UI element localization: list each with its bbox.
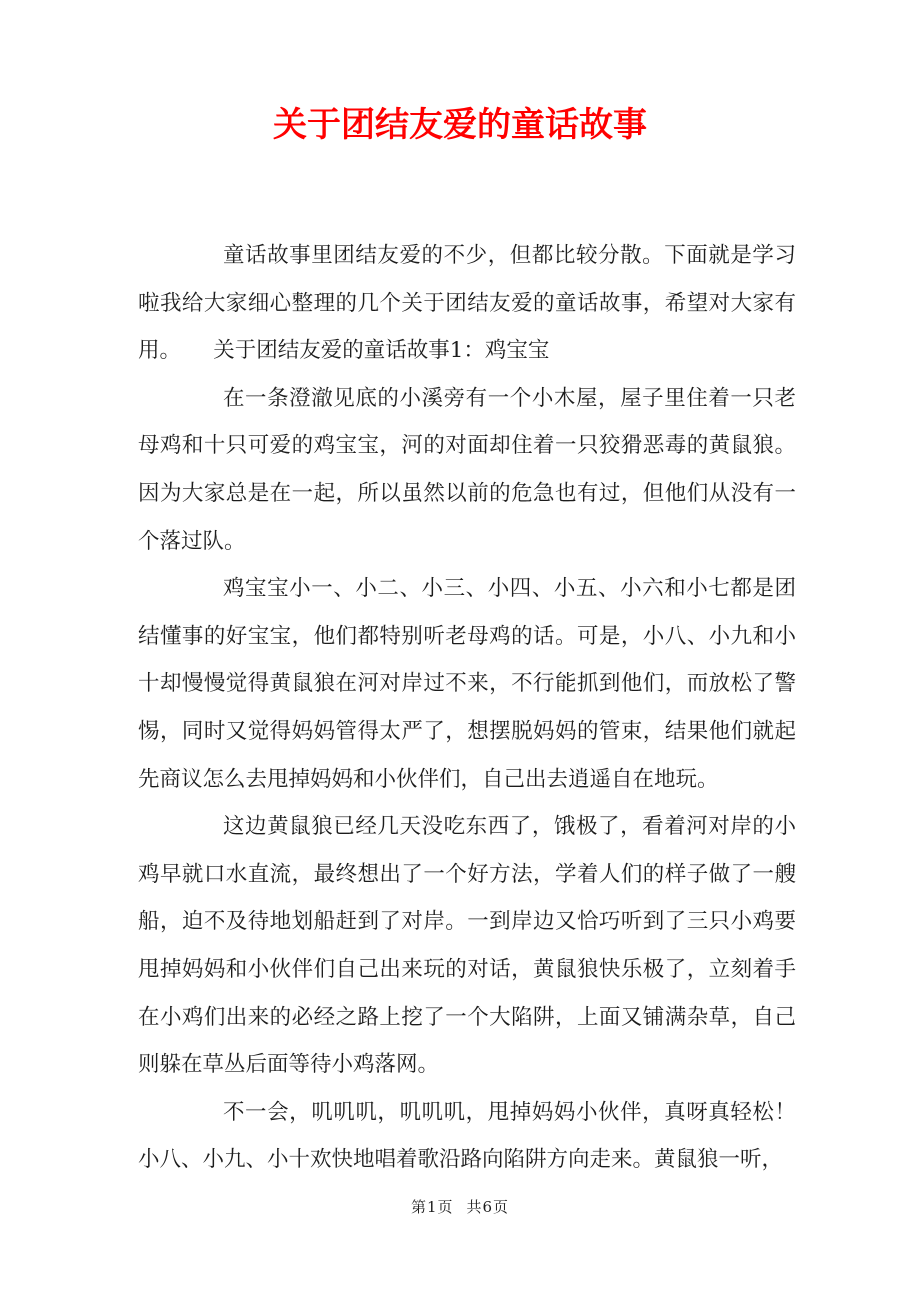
- page-footer: [0, 1196, 920, 1217]
- paragraph-chicks-singing: 不一会，叽叽叽，叽叽叽，甩掉妈妈小伙伴，真呀真轻松！小八、小九、小十欢快地唱着歌沿路向陷阱方向走来。黄鼠狼一听，: [138, 1099, 796, 1173]
- footer-current-page: 第1页: [410, 1198, 454, 1216]
- footer-total-pages: 共6页: [466, 1198, 510, 1216]
- paragraph-weasel-plan: 这边黄鼠狼已经几天没吃东西了，饿极了，看着河对岸的小鸡早就口水直流，最终想出了一个好方法，学着人们的样子做了一艘船，迫不及待地划船赶到了对岸。一到岸边又恰巧听到了三只小鸡要甩掉妈妈和小伙伴们自己出来玩的对话，黄鼠狼快乐极了，立刻着手在小鸡们出来的必经之路上挖了一个大陷阱，上面又铺满杂草，自己则躲在草丛后面等待小鸡落网。: [138, 814, 796, 1078]
- paragraph-intro: 童话故事里团结友爱的不少，但都比较分散。下面就是学习啦我给大家细心整理的几个关于团结友爱的童话故事，希望对大家有用。 关于团结友爱的童话故事1：鸡宝宝: [138, 243, 796, 364]
- document-title: 关于团结友爱的童话故事: [273, 107, 647, 144]
- document-body: [138, 232, 796, 1184]
- paragraph-chicks: 鸡宝宝小一、小二、小三、小四、小五、小六和小七都是团结懂事的好宝宝，他们都特别听老母鸡的话。可是，小八、小九和小十却慢慢觉得黄鼠狼在河对岸过不来，不行能抓到他们，而放松了警惕，同时又觉得妈妈管得太严了，想摆脱妈妈的管束，结果他们就起先商议怎么去甩掉妈妈和小伙伴们，自己出去逍遥自在地玩。: [138, 576, 796, 792]
- paragraph-story-setting: 在一条澄澈见底的小溪旁有一个小木屋，屋子里住着一只老母鸡和十只可爱的鸡宝宝，河的对面却住着一只狡猾恶毒的黄鼠狼。因为大家总是在一起，所以虽然以前的危急也有过，但他们从没有一个落过队。: [138, 385, 796, 554]
